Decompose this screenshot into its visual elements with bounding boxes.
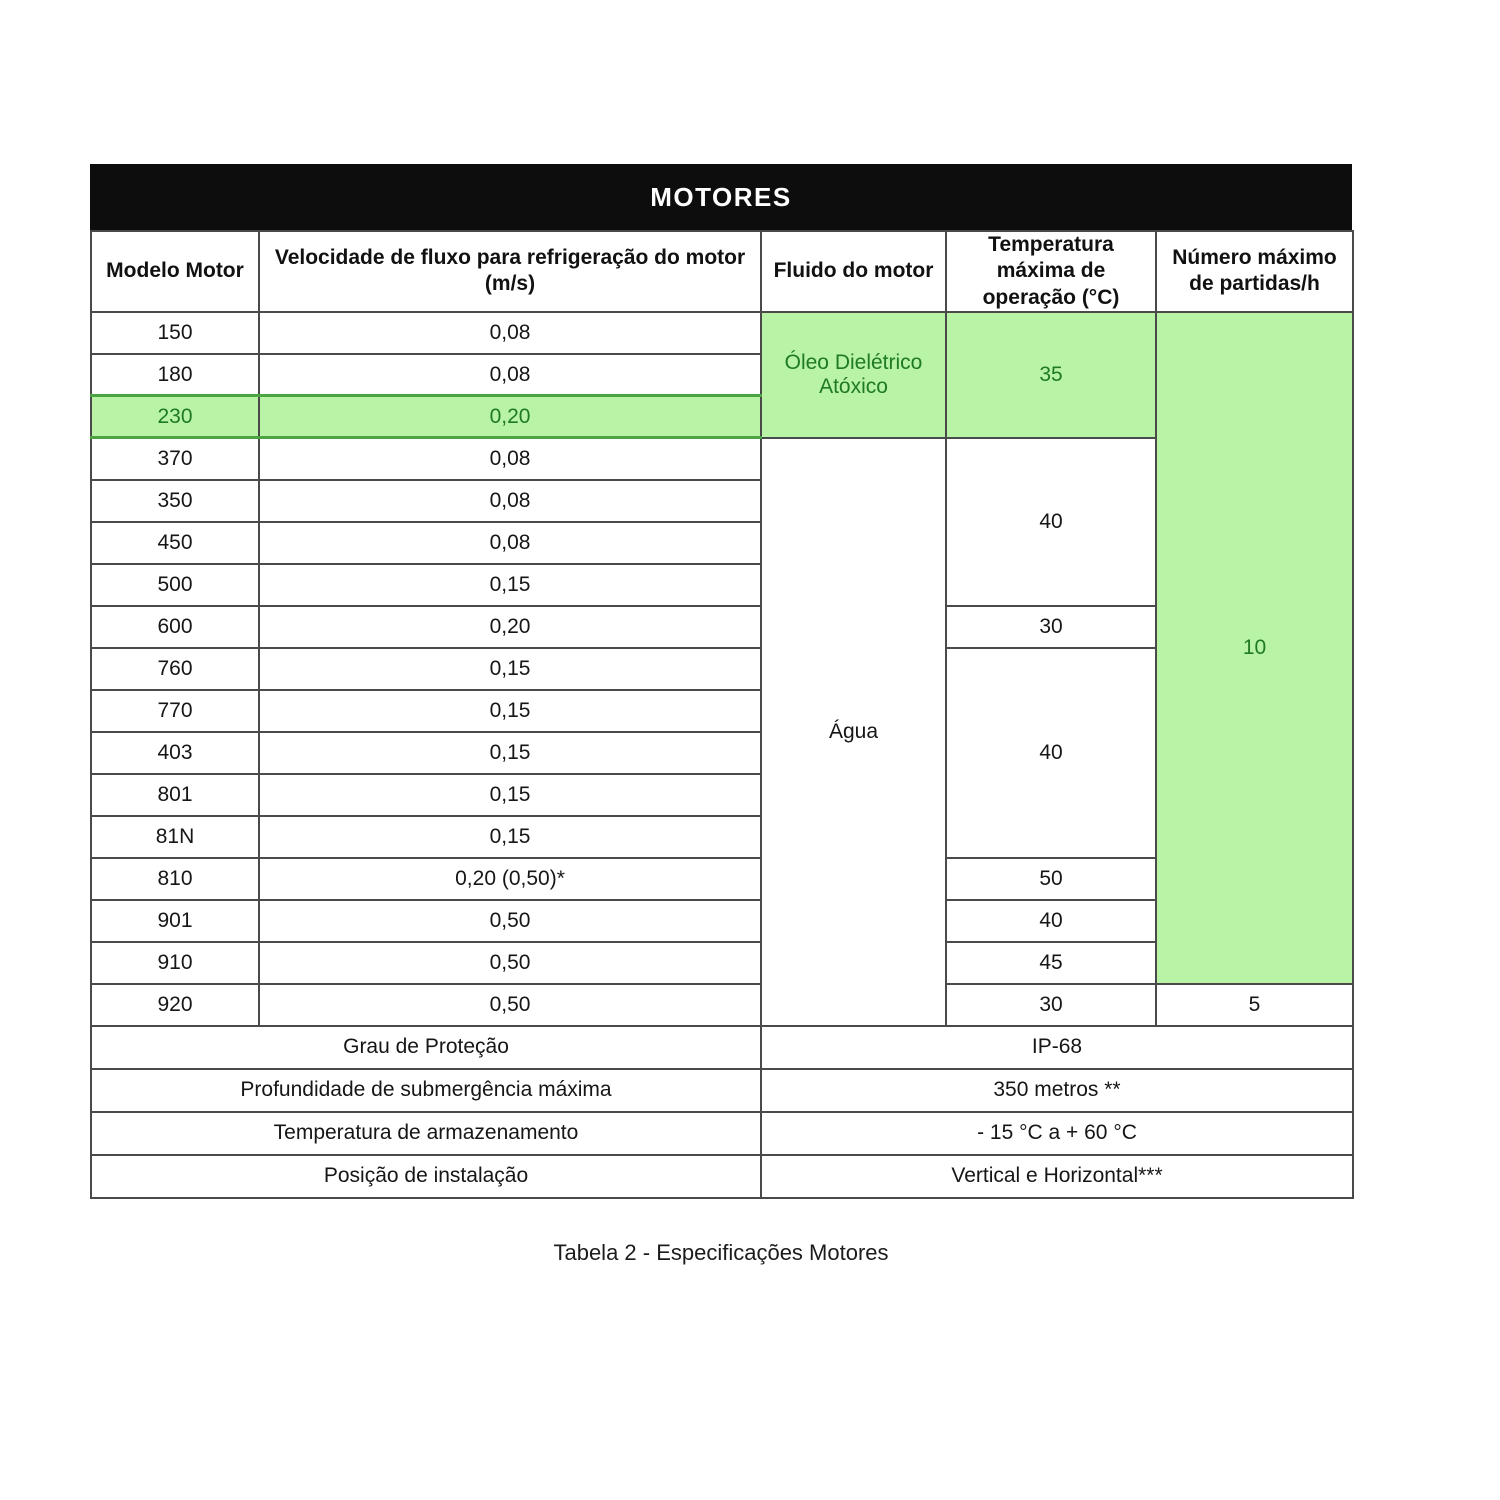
spec-value: Vertical e Horizontal***: [761, 1155, 1353, 1198]
flow-cell: 0,15: [259, 774, 761, 816]
model-cell: 801: [91, 774, 259, 816]
spec-row: [91, 1112, 1353, 1155]
model-cell: 500: [91, 564, 259, 606]
spec-row: [91, 1155, 1353, 1198]
spec-value: IP-68: [761, 1026, 1353, 1069]
flow-cell: 0,50: [259, 900, 761, 942]
temp-cell: 30: [946, 984, 1156, 1026]
flow-cell: 0,08: [259, 480, 761, 522]
temp-cell: 40: [946, 648, 1156, 858]
motors-spec-table: [90, 164, 1352, 1199]
column-header-modelo-motor: Modelo Motor: [91, 231, 259, 312]
column-header-numero-partidas: Número máximo de partidas/h: [1156, 231, 1353, 312]
temp-cell: 40: [946, 900, 1156, 942]
model-cell: 920: [91, 984, 259, 1026]
model-cell: 230: [91, 396, 259, 438]
spec-row: [91, 1026, 1353, 1069]
model-cell: 810: [91, 858, 259, 900]
table-title-bar: [90, 164, 1352, 230]
spec-label: Profundidade de submergência máxima: [91, 1069, 761, 1112]
flow-cell: 0,20: [259, 396, 761, 438]
temp-cell: 35: [946, 312, 1156, 438]
temp-cell: 30: [946, 606, 1156, 648]
table-row: [91, 984, 1353, 1026]
flow-cell: 0,08: [259, 312, 761, 354]
flow-cell: 0,20: [259, 606, 761, 648]
fluid-cell-agua: Água: [761, 438, 946, 1026]
model-cell: 600: [91, 606, 259, 648]
table-caption: Tabela 2 - Especificações Motores: [553, 1240, 889, 1265]
model-cell: 350: [91, 480, 259, 522]
flow-cell: 0,50: [259, 942, 761, 984]
model-cell: 403: [91, 732, 259, 774]
model-cell: 150: [91, 312, 259, 354]
flow-cell: 0,15: [259, 648, 761, 690]
model-cell: 770: [91, 690, 259, 732]
temp-cell: 40: [946, 438, 1156, 606]
fluid-cell-oleo: Óleo Dielétrico Atóxico: [761, 312, 946, 438]
spec-value: - 15 °C a + 60 °C: [761, 1112, 1353, 1155]
temp-cell: 45: [946, 942, 1156, 984]
flow-cell: 0,08: [259, 438, 761, 480]
starts-cell: 10: [1156, 312, 1353, 984]
spec-label: Temperatura de armazenamento: [91, 1112, 761, 1155]
flow-cell: 0,15: [259, 690, 761, 732]
model-cell: 81N: [91, 816, 259, 858]
model-cell: 370: [91, 438, 259, 480]
model-cell: 760: [91, 648, 259, 690]
spec-label: Grau de Proteção: [91, 1026, 761, 1069]
motors-table: [90, 230, 1354, 1199]
flow-cell: 0,15: [259, 732, 761, 774]
temp-cell: 50: [946, 858, 1156, 900]
spec-row: [91, 1069, 1353, 1112]
model-cell: 180: [91, 354, 259, 396]
table-title: MOTORES: [650, 181, 792, 212]
starts-cell: 5: [1156, 984, 1353, 1026]
flow-cell: 0,15: [259, 564, 761, 606]
table-row: [91, 312, 1353, 354]
column-header-temperatura-maxima: Temperatura máxima de operação (°C): [946, 231, 1156, 312]
model-cell: 910: [91, 942, 259, 984]
spec-label: Posição de instalação: [91, 1155, 761, 1198]
header-row: [91, 231, 1353, 312]
spec-value: 350 metros **: [761, 1069, 1353, 1112]
flow-cell: 0,50: [259, 984, 761, 1026]
column-header-velocidade-fluxo: Velocidade de fluxo para refrigeração do motor (m/s): [259, 231, 761, 312]
column-header-fluido-motor: Fluido do motor: [761, 231, 946, 312]
model-cell: 901: [91, 900, 259, 942]
flow-cell: 0,20 (0,50)*: [259, 858, 761, 900]
model-cell: 450: [91, 522, 259, 564]
flow-cell: 0,08: [259, 522, 761, 564]
flow-cell: 0,08: [259, 354, 761, 396]
flow-cell: 0,15: [259, 816, 761, 858]
